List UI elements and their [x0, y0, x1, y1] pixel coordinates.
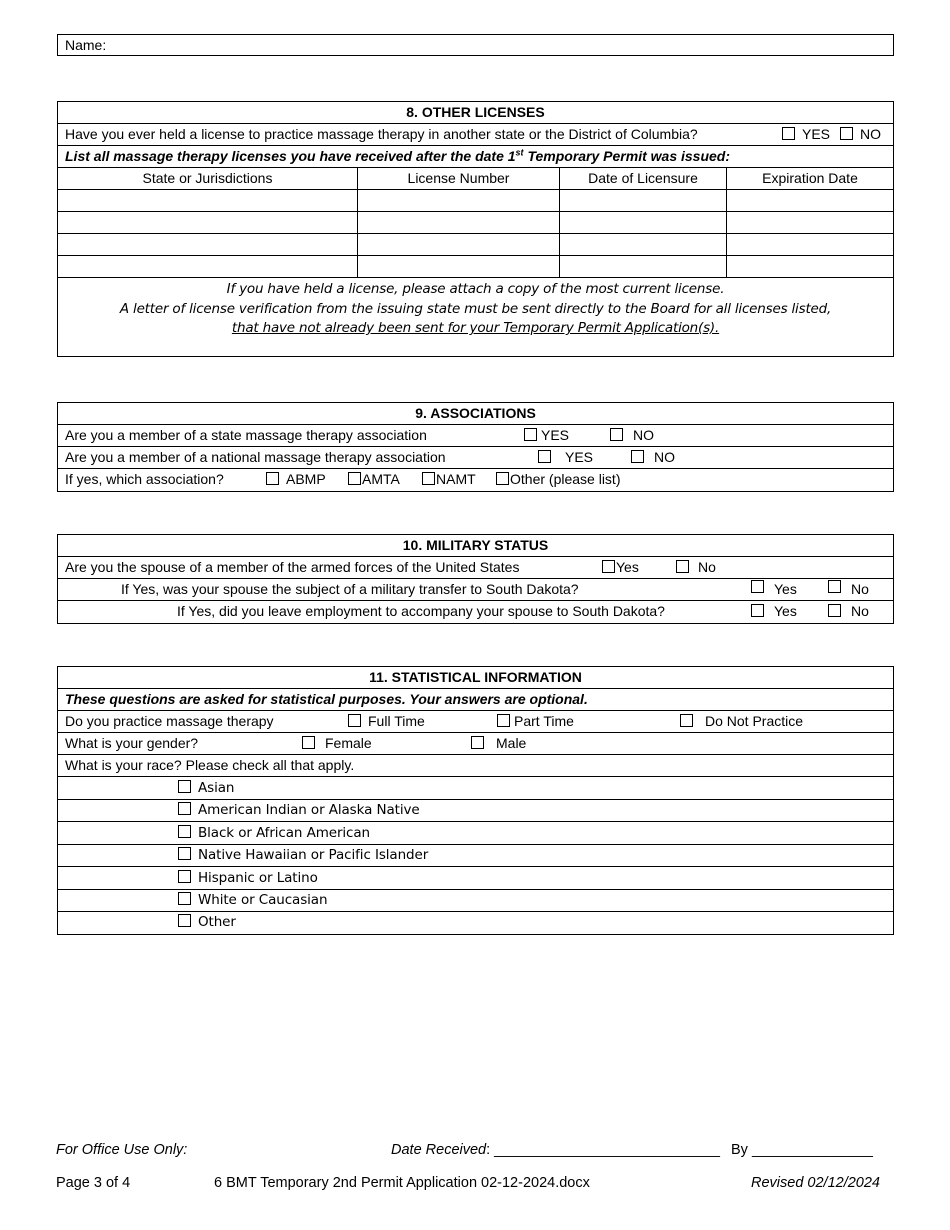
checkbox-icon[interactable] [471, 736, 484, 749]
table-row [58, 256, 893, 278]
license-note [58, 278, 893, 356]
note-line-underlined: that have not already been sent for your Temporary Permit Application(s). [231, 320, 720, 336]
national-association-row [58, 447, 893, 469]
name-box [57, 34, 894, 56]
checkbox-icon[interactable] [828, 580, 841, 593]
checkbox-icon[interactable] [178, 892, 191, 905]
table-cell[interactable] [560, 256, 727, 277]
no-option[interactable] [828, 601, 869, 622]
option-label: Female [325, 735, 372, 751]
option-do-not-practice[interactable] [680, 711, 803, 732]
checkbox-icon[interactable] [178, 802, 191, 815]
question-label: Are you a member of a state massage therapy association [65, 427, 427, 443]
checkbox-icon[interactable] [751, 580, 764, 593]
prompt-superscript: st [515, 147, 524, 158]
section-statistical-information [57, 666, 894, 935]
yes-label: YES [541, 427, 570, 443]
checkbox-icon[interactable] [602, 560, 615, 573]
option-namt[interactable] [422, 469, 476, 490]
transfer-row [58, 579, 893, 601]
checkbox-icon[interactable] [178, 914, 191, 927]
table-cell[interactable] [727, 212, 893, 233]
section-title: 10. MILITARY STATUS [58, 535, 893, 557]
option-label: ABMP [286, 471, 326, 487]
note-line: If you have held a license, please attach a copy of the most current license. [226, 281, 725, 297]
license-list-prompt [58, 146, 893, 168]
no-label: NO [654, 449, 675, 465]
race-option-asian[interactable] [58, 777, 893, 800]
by-field[interactable]: By _______________ [731, 1142, 873, 1158]
yes-option[interactable] [782, 124, 830, 145]
office-use-label: For Office Use Only: [56, 1142, 188, 1158]
checkbox-icon[interactable] [348, 472, 361, 485]
table-cell[interactable] [58, 234, 358, 255]
revision-date: Revised 02/12/2024 [751, 1175, 880, 1191]
section-title: 8. OTHER LICENSES [58, 102, 893, 124]
option-label: Full Time [368, 713, 425, 729]
no-label: No [851, 581, 869, 597]
state-association-row [58, 425, 893, 447]
yes-option[interactable] [751, 579, 797, 600]
option-label: Part Time [514, 713, 574, 729]
date-received-label: Date Received [391, 1142, 487, 1158]
checkbox-icon[interactable] [610, 428, 623, 441]
no-label: NO [860, 126, 881, 142]
option-label: Do Not Practice [705, 713, 804, 729]
race-option-white[interactable] [58, 890, 893, 912]
race-option-native-hawaiian[interactable] [58, 845, 893, 867]
checkbox-icon[interactable] [840, 127, 853, 140]
option-amta[interactable] [348, 469, 400, 490]
leave-employment-row [58, 601, 893, 623]
checkbox-icon[interactable] [302, 736, 315, 749]
date-received-line: : ____________________________ [486, 1142, 720, 1158]
prompt-text: List all massage therapy licenses you have received after the date 1 [65, 148, 516, 164]
yes-option[interactable] [538, 447, 593, 468]
table-cell[interactable] [560, 190, 727, 211]
table-cell[interactable] [358, 234, 560, 255]
table-cell[interactable] [358, 256, 560, 277]
column-header: Expiration Date [762, 170, 858, 186]
checkbox-icon[interactable] [422, 472, 435, 485]
option-female[interactable] [302, 733, 372, 754]
question-label: If yes, which association? [65, 471, 224, 487]
section-other-licenses [57, 101, 894, 357]
option-label: White or Caucasian [198, 892, 328, 908]
race-option-other[interactable] [58, 912, 893, 934]
table-row [58, 212, 893, 234]
question-label: Are you a member of a national massage therapy association [65, 449, 446, 465]
checkbox-icon[interactable] [676, 560, 689, 573]
spouse-row [58, 557, 893, 579]
option-label: Asian [198, 780, 235, 796]
table-cell[interactable] [358, 190, 560, 211]
option-label: Hispanic or Latino [198, 870, 318, 886]
practice-row [58, 711, 893, 733]
license-question-row [58, 124, 893, 146]
table-cell[interactable] [58, 256, 358, 277]
checkbox-icon[interactable] [828, 604, 841, 617]
option-other[interactable] [496, 469, 620, 490]
section-associations [57, 402, 894, 492]
name-field[interactable] [58, 35, 893, 57]
document-filename: 6 BMT Temporary 2nd Permit Application 02-12-2024.docx [214, 1175, 590, 1191]
checkbox-icon[interactable] [751, 604, 764, 617]
column-header: License Number [358, 168, 560, 189]
option-label: American Indian or Alaska Native [198, 802, 420, 818]
checkbox-icon[interactable] [631, 450, 644, 463]
checkbox-icon[interactable] [178, 825, 191, 838]
license-table-header [58, 168, 893, 190]
page-number: Page 3 of 4 [56, 1175, 131, 1191]
question-label: If Yes, did you leave employment to accompany your spouse to South Dakota? [177, 603, 665, 619]
option-label: Other [198, 914, 236, 930]
table-cell[interactable] [727, 190, 893, 211]
yes-label: YES [802, 126, 831, 142]
question-label: What is your race? Please check all that apply. [65, 757, 355, 773]
checkbox-icon[interactable] [496, 472, 509, 485]
yes-option[interactable] [524, 425, 569, 446]
race-option-black[interactable] [58, 822, 893, 845]
which-association-row [58, 469, 893, 491]
license-question: Have you ever held a license to practice massage therapy in another state or the District of Columbia? [65, 126, 698, 142]
option-label: Native Hawaiian or Pacific Islander [198, 847, 429, 863]
question-label: Are you the spouse of a member of the armed forces of the United States [65, 559, 520, 575]
checkbox-icon[interactable] [497, 714, 510, 727]
checkbox-icon[interactable] [348, 714, 361, 727]
checkbox-icon[interactable] [178, 780, 191, 793]
gender-row [58, 733, 893, 755]
table-cell[interactable] [727, 234, 893, 255]
checkbox-icon[interactable] [782, 127, 795, 140]
option-full-time[interactable] [348, 711, 425, 732]
yes-label: Yes [616, 559, 639, 575]
prompt-text-end: Temporary Permit was issued: [523, 148, 731, 164]
no-label: No [851, 603, 869, 619]
table-cell[interactable] [58, 212, 358, 233]
table-cell[interactable] [560, 212, 727, 233]
table-cell[interactable] [727, 256, 893, 277]
note-line: A letter of license verification from the issuing state must be sent directly to the Board for all licenses listed, [119, 300, 832, 317]
no-option[interactable] [631, 447, 675, 468]
option-male[interactable] [471, 733, 526, 754]
no-label: NO [633, 427, 654, 443]
table-row [58, 234, 893, 256]
no-option[interactable] [828, 579, 869, 600]
yes-option[interactable] [602, 557, 639, 578]
checkbox-icon[interactable] [524, 428, 537, 441]
table-cell[interactable] [58, 190, 358, 211]
option-abmp[interactable] [266, 469, 326, 490]
section-title: 11. STATISTICAL INFORMATION [58, 667, 893, 689]
table-row [58, 190, 893, 212]
statistical-intro: These questions are asked for statistical purposes. Your answers are optional. [58, 689, 893, 711]
date-received-field[interactable] [391, 1142, 720, 1158]
column-header: Date of Licensure [560, 168, 727, 189]
column-header: State or Jurisdictions [58, 168, 358, 189]
checkbox-icon[interactable] [266, 472, 279, 485]
yes-label: Yes [774, 603, 797, 619]
checkbox-icon[interactable] [178, 847, 191, 860]
race-option-hispanic[interactable] [58, 867, 893, 890]
yes-label: YES [565, 449, 594, 465]
race-question-row [58, 755, 893, 777]
section-military-status [57, 534, 894, 624]
option-part-time[interactable] [497, 711, 574, 732]
question-label: If Yes, was your spouse the subject of a military transfer to South Dakota? [121, 581, 579, 597]
no-option[interactable] [840, 124, 881, 145]
checkbox-icon[interactable] [680, 714, 693, 727]
table-cell[interactable] [560, 234, 727, 255]
option-label: NAMT [436, 471, 476, 487]
name-label: Name: [65, 37, 107, 53]
option-label: AMTA [362, 471, 400, 487]
no-label: No [698, 559, 716, 575]
question-label: Do you practice massage therapy [65, 713, 274, 729]
race-option-american-indian[interactable] [58, 800, 893, 822]
no-option[interactable] [676, 557, 716, 578]
option-label: Other (please list) [510, 471, 621, 487]
section-title: 9. ASSOCIATIONS [58, 403, 893, 425]
table-cell[interactable] [358, 212, 560, 233]
question-label: What is your gender? [65, 735, 199, 751]
no-option[interactable] [610, 425, 654, 446]
checkbox-icon[interactable] [538, 450, 551, 463]
option-label: Black or African American [198, 825, 371, 841]
checkbox-icon[interactable] [178, 870, 191, 883]
yes-label: Yes [774, 581, 797, 597]
option-label: Male [496, 735, 527, 751]
yes-option[interactable] [751, 601, 797, 622]
